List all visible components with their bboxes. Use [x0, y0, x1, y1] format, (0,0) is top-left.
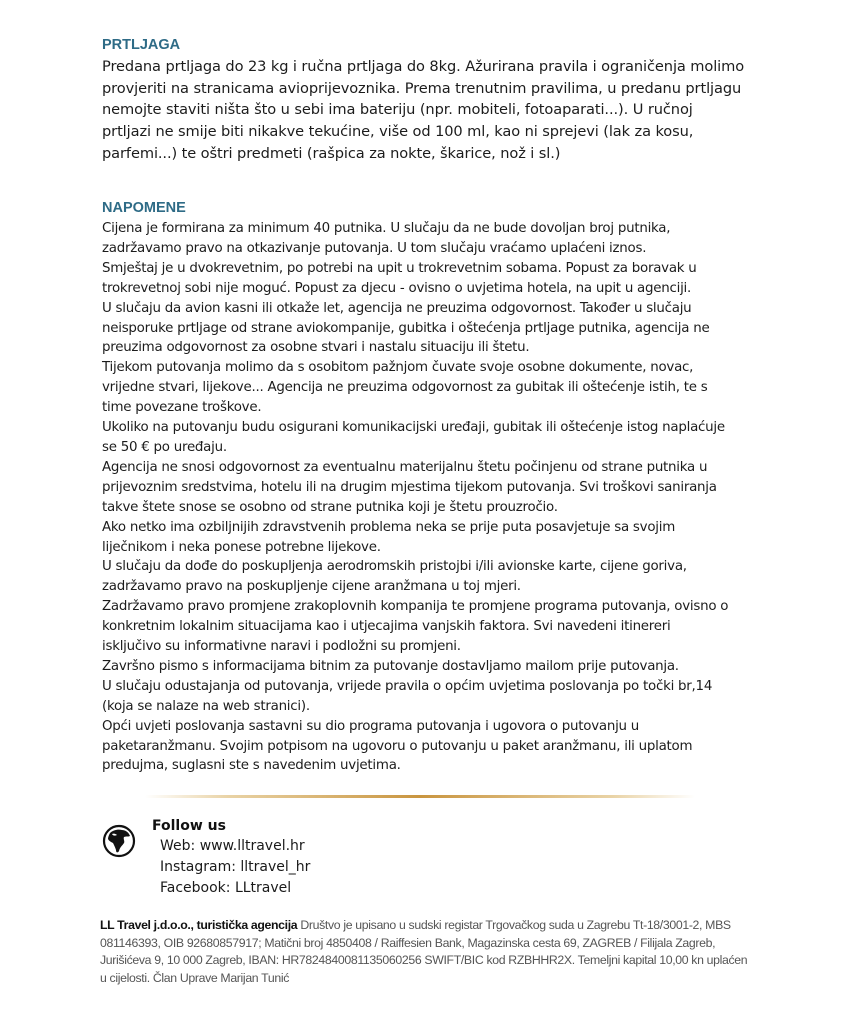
- text-line: U slučaju da dođe do poskupljenja aerodromskih pristojbi i/ili avionske karte, cijene goriva,: [102, 559, 687, 575]
- text-line: Tijekom putovanja molimo da s osobitom pažnjom čuvate svoje osobne dokumente, novac,: [102, 360, 694, 376]
- text-line: Opći uvjeti poslovanja sastavni su dio programa putovanja i ugovora o putovanju u: [102, 718, 640, 734]
- text-line: predujma, suglasni ste s navedenim uvjetima.: [102, 758, 401, 774]
- legal-footer: [100, 917, 750, 987]
- section-heading-prtljaga: PRTLJAGA: [102, 37, 181, 53]
- legal-text: Društvo je upisano u sudski registar Trgovačkog suda u Zagrebu Tt-18/3001-2, MBS 081146393, OIB 92680857917; Matični broj 4850408 / Raiffesien Bank, Magazinska cesta 69, ZAGREB / Filijala Zagreb, Jurišićeva 9, 10 000 Zagreb, IBAN: HR7824840081135060256 SWIFT/BIC kod RZBHHR2X. Temeljni kapital 10,00 kn uplaćen u cijelosti. Član Uprave Marijan Tunić: [100, 918, 748, 985]
- company-name: LL Travel j.d.o.o., turistička agencija: [100, 918, 298, 932]
- text-line: time povezane troškove.: [102, 400, 262, 416]
- text-line: Agencija ne snosi odgovornost za eventualnu materijalnu štetu počinjenu od strane putnika u: [102, 459, 708, 475]
- text-line: Zadržavamo pravo promjene zrakoplovnih kompanija te promjene programa putovanja, ovisno o: [102, 599, 729, 615]
- text-line: konkretnim lokalnim situacijama kao i utjecajima vanjskih faktora. Svi navedeni itinereri: [102, 619, 671, 635]
- web-link[interactable]: Web: www.lltravel.hr: [160, 838, 305, 854]
- instagram-link[interactable]: Instagram: lltravel_hr: [160, 859, 311, 875]
- text-line: neisporuke prtljage od strane aviokompanije, gubitka i oštećenja prtljage putnika, agencija ne: [102, 320, 710, 336]
- text-line: liječnikom i neka ponese potrebne lijekove.: [102, 539, 381, 555]
- text-line: se 50 € po uređaju.: [102, 439, 227, 455]
- napomene-paragraph: [102, 219, 772, 776]
- text-line: zadržavamo pravo na poskupljenje cijene aranžmana u toj mjeri.: [102, 579, 521, 595]
- text-line: U slučaju odustajanja od putovanja, vrijede pravila o općim uvjetima poslovanja po točki br,14: [102, 678, 713, 694]
- text-line: vrijedne stvari, lijekove... Agencija ne preuzima odgovornost za gubitak ili oštećenje istih, te s: [102, 380, 708, 396]
- text-line: Završno pismo s informacijama bitnim za putovanje dostavljamo mailom prije putovanja.: [102, 658, 679, 674]
- text-line: (koja se nalaze na web stranici).: [102, 698, 310, 714]
- globe-africa-icon: [102, 824, 136, 858]
- text-line: provjeriti na stranicama avioprijevoznika. Prema trenutnim pravilima, u predanu prtljagu: [102, 79, 742, 97]
- section-heading-napomene: NAPOMENE: [102, 200, 186, 216]
- text-line: Cijena je formirana za minimum 40 putnika. U slučaju da ne bude dovoljan broj putnika,: [102, 221, 671, 236]
- section-napomene: [102, 199, 772, 776]
- text-line: Ukoliko na putovanju budu osigurani komunikacijski uređaji, gubitak ili oštećenje istog naplaćuje: [102, 420, 725, 436]
- text-line: parfemi...) te oštri predmeti (rašpica za nokte, škarice, nož i sl.): [102, 144, 561, 162]
- gold-divider: [145, 795, 695, 798]
- follow-us-title: Follow us: [152, 818, 226, 834]
- text-line: prijevoznim sredstvima, hotelu ili na drugim mjestima tijekom putovanja. Svi troškovi saniranja: [102, 479, 717, 495]
- text-line: Predana prtljaga do 23 kg i ručna prtljaga do 8kg. Ažurirana pravila i ograničenja molimo: [102, 58, 745, 75]
- text-line: prtljazi ne smije biti nikakve tekućine, više od 100 ml, kao ni sprejevi (lak za kosu,: [102, 123, 694, 141]
- text-line: Ako netko ima ozbiljnijih zdravstvenih problema neka se prije puta posavjetuje sa svojim: [102, 519, 676, 535]
- text-line: U slučaju da avion kasni ili otkaže let, agencija ne preuzima odgovornost. Također u slučaju: [102, 300, 692, 316]
- text-line: takve štete snose se osobno od strane putnika koji je štetu prouzročio.: [102, 499, 558, 515]
- prtljaga-paragraph: [102, 56, 772, 165]
- text-line: nemojte staviti ništa što u sebi ima bateriju (npr. mobiteli, fotoaparati...). U ručnoj: [102, 101, 693, 119]
- text-line: isključivo su informativne naravi i podložni su promjeni.: [102, 639, 461, 655]
- text-line: preuzima odgovornost za osobne stvari i nastalu situaciju ili štetu.: [102, 340, 530, 356]
- text-line: paketaranžmanu. Svojim potpisom na ugovoru o putovanju u paket aranžmanu, ili uplatom: [102, 738, 693, 754]
- text-line: zadržavamo pravo na otkazivanje putovanja. U tom slučaju vraćamo uplaćeni iznos.: [102, 240, 647, 256]
- facebook-link[interactable]: Facebook: LLtravel: [160, 880, 292, 896]
- text-line: trokrevetnoj sobi nije moguć. Popust za djecu - ovisno o uvjetima hotela, na upit u agenciji.: [102, 280, 692, 296]
- text-line: Smještaj je u dvokrevetnim, po potrebi na upit u trokrevetnim sobama. Popust za boravak u: [102, 260, 697, 276]
- section-prtljaga: [102, 36, 772, 165]
